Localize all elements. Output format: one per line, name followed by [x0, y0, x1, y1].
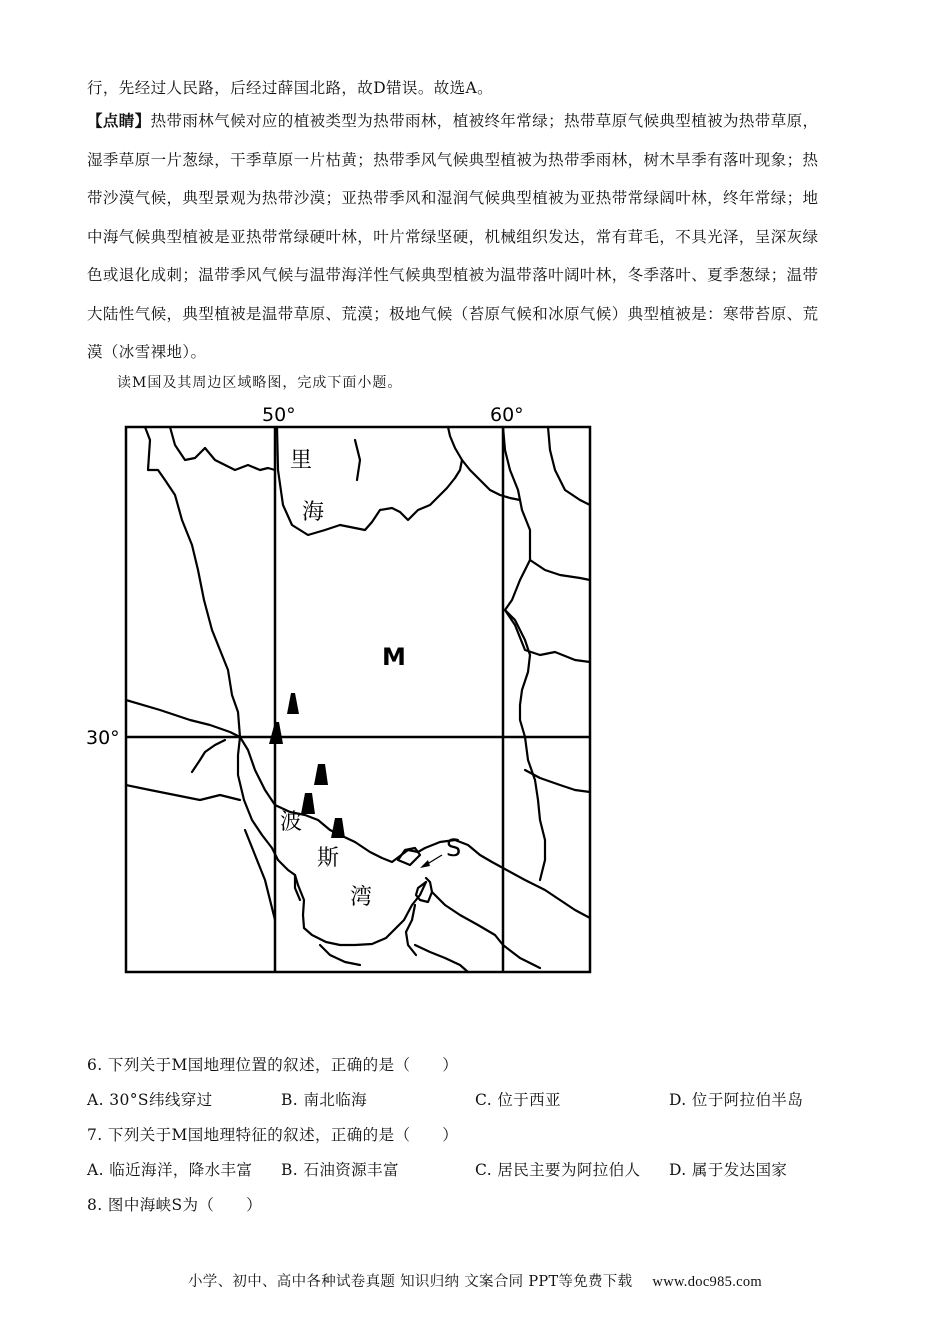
oil-marker-icon	[314, 764, 328, 785]
gulf-label-3: 湾	[350, 885, 373, 910]
oman-peninsula	[416, 878, 432, 902]
footer-site-link[interactable]: www.doc985.com	[652, 1274, 762, 1290]
north-west-inlet	[170, 427, 205, 460]
iran-se-coast	[503, 868, 590, 918]
q6-option-a[interactable]: A. 30°S纬线穿过	[87, 1091, 213, 1109]
lat-label-30: 30°	[86, 727, 120, 749]
question-6-stem: 6. 下列关于M国地理位置的叙述，正确的是（ ）	[87, 1056, 459, 1074]
lon-label-50: 50°	[262, 404, 296, 426]
q6-option-c[interactable]: C. 位于西亚	[475, 1091, 561, 1109]
iran-gulf-coast	[240, 737, 503, 868]
oil-marker-icon	[269, 722, 283, 744]
map-intro: 读M国及其周边区域略图，完成下面小题。	[117, 375, 403, 391]
comment-line-3: 带沙漠气候，典型景观为热带沙漠；亚热带季风和湿润气候典型植被为亚热带常绿阔叶林，终年常绿；地	[87, 189, 819, 207]
q6-option-d[interactable]: D. 位于阿拉伯半岛	[669, 1091, 804, 1109]
arrowhead-icon	[420, 860, 430, 868]
oil-marker-icon	[287, 693, 299, 714]
q6-option-b[interactable]: B. 南北临海	[281, 1091, 368, 1109]
iraq-kuwait-border	[192, 740, 225, 772]
comment-line-5: 色或退化成刺；温带季风气候与温带海洋性气候典型植被为温带落叶阔叶林，冬季落叶、夏季葱绿；温带	[87, 266, 819, 284]
lower-west-border	[245, 830, 275, 920]
caspian-peninsula	[355, 440, 360, 480]
comment-line-7: 漠（冰雪裸地）。	[87, 343, 207, 361]
comment-line-6: 大陆性气候，典型植被是温带草原、荒漠；极地气候（苔原气候和冰原气候）典型植被是：寒带苔原、荒	[87, 304, 819, 323]
q7-option-a[interactable]: A. 临近海洋，降水丰富	[87, 1161, 253, 1179]
caspian-label-2: 海	[302, 500, 325, 525]
afghan-lower	[505, 610, 590, 662]
saudi-south	[320, 945, 360, 965]
question-7-stem: 7. 下列关于M国地理特征的叙述，正确的是（ ）	[87, 1126, 459, 1144]
comment-tag: 【点睛】	[87, 111, 151, 130]
afghan-inner	[530, 560, 590, 580]
turkmen-border	[462, 460, 520, 500]
q7-option-b[interactable]: B. 石油资源丰富	[281, 1161, 399, 1179]
country-label: M	[382, 643, 406, 671]
q7-option-d[interactable]: D. 属于发达国家	[669, 1161, 788, 1179]
strait-label: S	[446, 834, 462, 862]
gulf-label-2: 斯	[317, 846, 340, 871]
comment-line-1: 【点睛】热带雨林气候对应的植被类型为热带雨林，植被终年常绿；热带草原气候典型植被为热带草原，	[87, 111, 819, 130]
comment-line-2: 湿季草原一片葱绿，干季草原一片枯黄；热带季风气候典型植被为热带季雨林，树木旱季有落叶现象；热	[87, 150, 819, 169]
comment-paragraph	[87, 102, 862, 372]
gulf-label-1: 波	[280, 810, 303, 835]
continuation-line: 行，先经过人民路，后经过薛国北路，故D错误。故选A。	[87, 79, 494, 97]
saudi-border	[126, 785, 240, 800]
caspian-label-1: 里	[290, 448, 313, 473]
region-map	[80, 395, 610, 995]
oil-marker-icon	[331, 818, 345, 838]
q7-option-c[interactable]: C. 居民主要为阿拉伯人	[475, 1161, 641, 1179]
arabian-gulf-coast	[238, 737, 426, 945]
oil-marker-icon	[301, 793, 315, 814]
northwest-border	[205, 448, 275, 470]
south-line	[415, 945, 468, 972]
lon-label-60: 60°	[490, 404, 524, 426]
afghan-line	[548, 427, 590, 505]
question-8-stem: 8. 图中海峡S为（ ）	[87, 1196, 263, 1214]
iraq-border	[126, 700, 240, 737]
west-border	[145, 427, 240, 737]
oman-coast	[432, 892, 540, 968]
page-footer	[0, 1270, 950, 1291]
footer-text: 小学、初中、高中各种试卷真题 知识归纳 文案合同 PPT等免费下载	[188, 1274, 633, 1290]
comment-line-4: 中海气候典型植被是亚热带常绿硬叶林，叶片常绿坚硬，机械组织发达，常有茸毛，不具光泽，呈深灰绿	[87, 227, 819, 246]
